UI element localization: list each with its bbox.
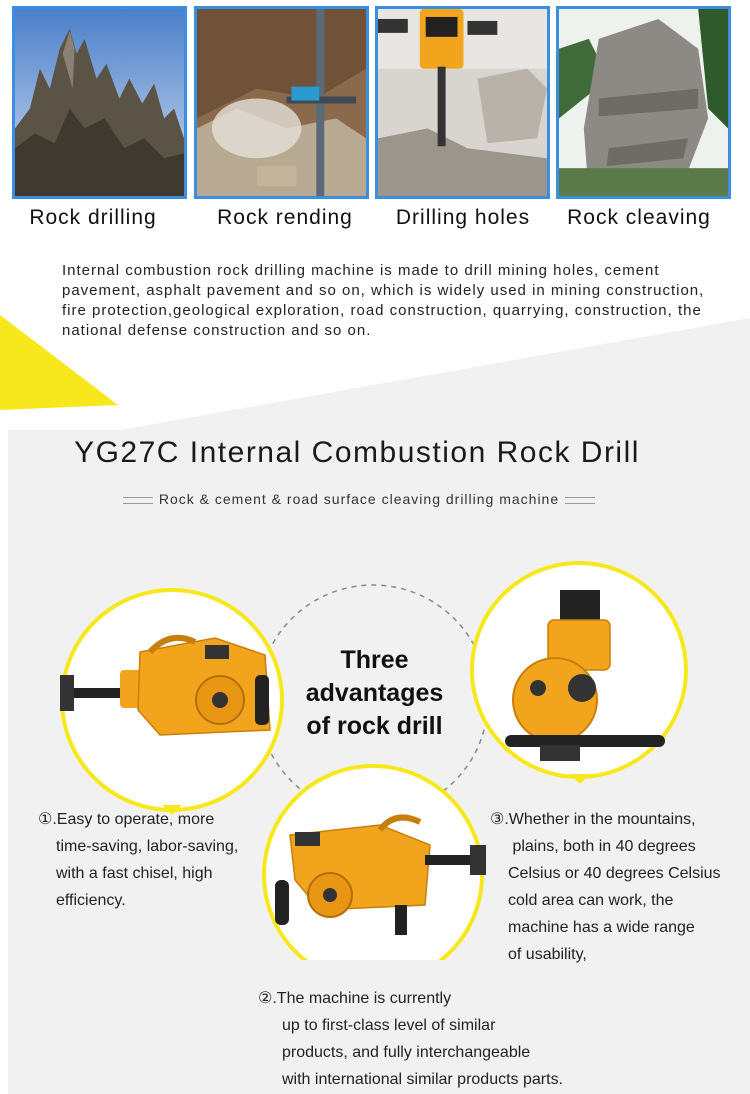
- intro-paragraph: Internal combustion rock drilling machine is made to drill mining holes, cement pavement, asphalt pavement and so on, which is widely used in mining construction, fire protection,geological exploration, road construction, quarrying, construction, the national defense construction and so on.: [62, 262, 705, 339]
- advantages-title-line: advantages: [305, 679, 444, 707]
- point-line: Easy to operate, more: [56, 811, 215, 828]
- rock-rending-photo: [194, 6, 369, 199]
- divider: [123, 497, 153, 504]
- point-number: ③.: [490, 811, 509, 828]
- photo-caption: Drilling holes: [395, 206, 531, 229]
- point-number: ①.: [38, 811, 57, 828]
- rock-drill-angled-view-image: [264, 766, 486, 960]
- subtitle-text: Rock & cement & road surface cleaving drilling machine: [158, 491, 560, 507]
- mountain-peaks-photo: [12, 6, 187, 199]
- drilling-holes-photo: [375, 6, 550, 199]
- point-line: of usability,: [508, 946, 587, 963]
- photo-strip: [0, 0, 750, 205]
- point-line: efficiency.: [56, 892, 126, 909]
- advantages-title-line: Three: [340, 646, 409, 674]
- point-line: cold area can work, the: [508, 892, 674, 909]
- point-line: time-saving, labor-saving,: [56, 838, 239, 855]
- point-line: Celsius or 40 degrees Celsius: [508, 865, 721, 882]
- yellow-wedge-shape: [0, 315, 125, 415]
- photo-caption: Rock cleaving: [567, 206, 711, 229]
- point-line: with international similar products parts.: [282, 1071, 564, 1088]
- rock-drill-front-view-image: [472, 563, 686, 784]
- page-title: YG27C Internal Combustion Rock Drill: [74, 436, 640, 469]
- photo-caption: Rock rending: [217, 206, 353, 229]
- point-line: up to first-class level of similar: [282, 1017, 496, 1034]
- advantages-title-line: of rock drill: [306, 712, 443, 740]
- advantage-point-2: [258, 985, 618, 1093]
- point-line: machine has a wide range: [508, 919, 695, 936]
- point-number: ②.: [258, 990, 277, 1007]
- point-line: The machine is currently: [276, 990, 452, 1007]
- point-line: products, and fully interchangeable: [282, 1044, 531, 1061]
- advantage-point-3: [490, 806, 746, 968]
- advantage-point-1: [38, 806, 268, 914]
- advantages-title: [292, 644, 457, 743]
- point-line: plains, both in 40 degrees: [508, 838, 696, 855]
- rock-drill-side-view-image: [60, 590, 282, 815]
- photo-caption: Rock drilling: [29, 206, 157, 229]
- point-line: with a fast chisel, high: [56, 865, 213, 882]
- subtitle: [0, 491, 718, 507]
- rock-cleaving-photo: [556, 6, 731, 199]
- divider: [565, 497, 595, 504]
- point-line: Whether in the mountains,: [508, 811, 696, 828]
